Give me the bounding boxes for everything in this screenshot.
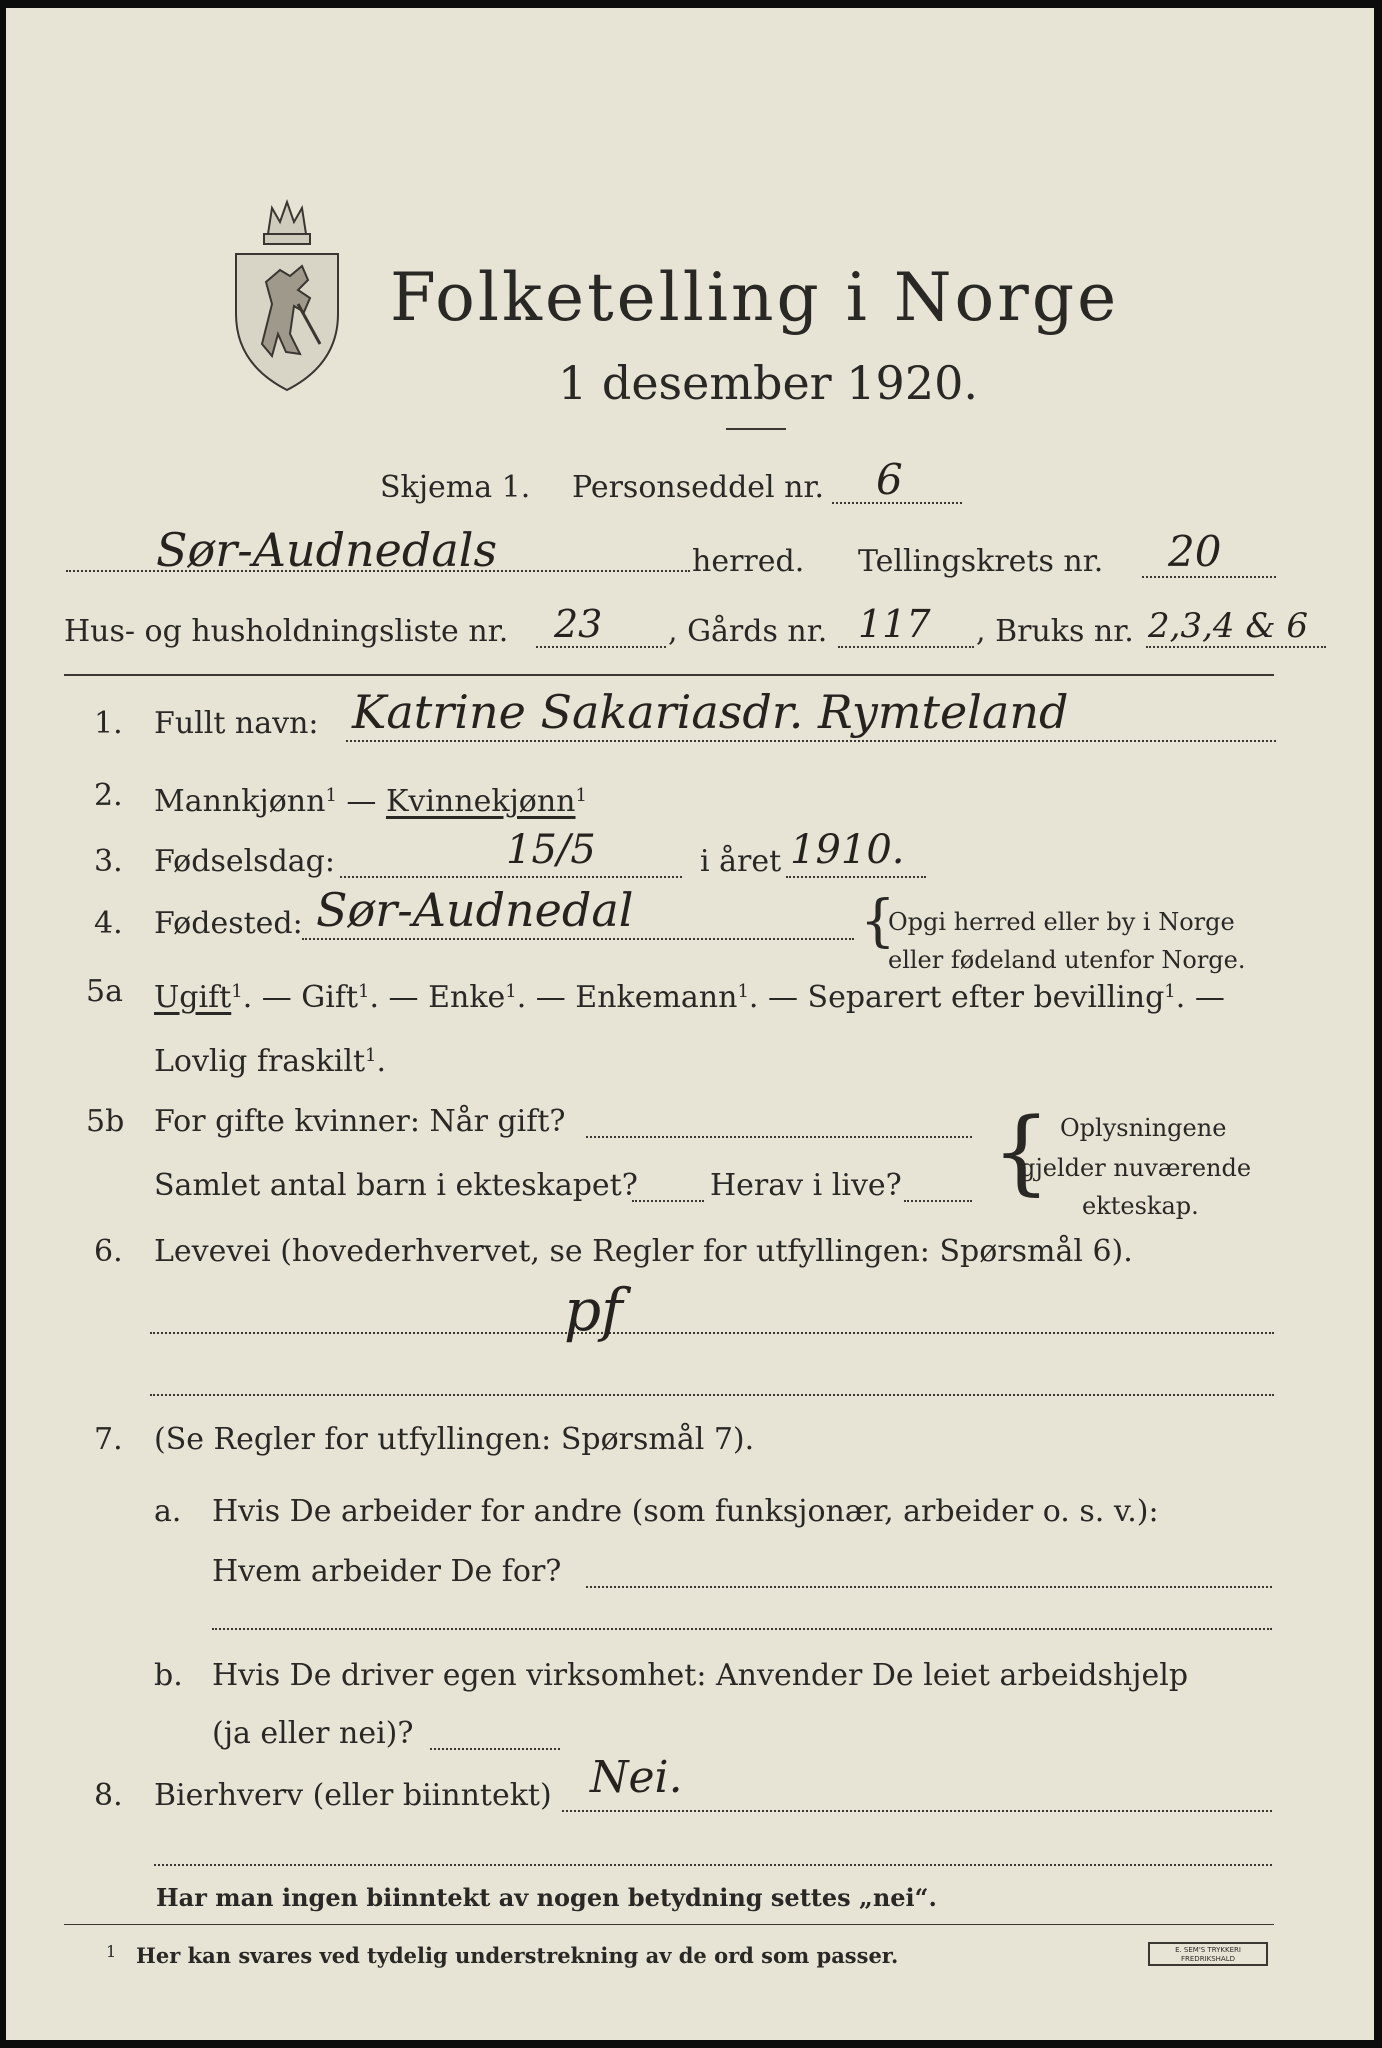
q3-label: Fødselsdag: [154, 844, 335, 879]
hus-value: 23 [554, 602, 603, 646]
q2-number: 2. [94, 778, 123, 813]
title-divider [726, 428, 786, 430]
year-field[interactable] [786, 876, 926, 878]
form-date: 1 desember 1920. [558, 356, 978, 410]
option-gift[interactable]: . — Gift [242, 980, 359, 1015]
employer-field-1[interactable] [586, 1586, 1272, 1588]
year-value: 1910. [790, 827, 905, 873]
q2-options: Mannkjønn$^1$ — Kvinnekjønn$^1$ [154, 784, 587, 819]
hired-help-field[interactable] [430, 1748, 560, 1750]
q4-number: 4. [94, 906, 123, 941]
q1-number: 1. [94, 706, 123, 741]
q5b-note-2: gjelder nuværende [1020, 1154, 1252, 1182]
option-enkemann[interactable]: . — Enkemann [516, 980, 738, 1015]
personseddel-label: Personseddel nr. [572, 470, 825, 505]
q7b-line-2: (ja eller nei)? [212, 1716, 414, 1751]
q7-label: (Se Regler for utfyllingen: Spørsmål 7). [154, 1422, 755, 1457]
hus-label: Hus- og husholdningsliste nr. [64, 614, 509, 649]
birthday-field[interactable] [340, 876, 682, 878]
side-income-field-1[interactable] [562, 1810, 1272, 1812]
bruks-label: , Bruks nr. [976, 614, 1134, 649]
option-separert[interactable]: . — Separert efter bevilling [748, 980, 1165, 1015]
q5b-note-1: Oplysningene [1060, 1114, 1227, 1142]
herred-label: herred. [692, 544, 805, 579]
option-enke[interactable]: . — Enke [369, 980, 506, 1015]
nei-note: Har man ingen biinntekt av nogen betydning settes „nei“. [156, 1883, 937, 1912]
q7-number: 7. [94, 1422, 123, 1457]
q3-number: 3. [94, 844, 123, 879]
q4-note-1: Opgi herred eller by i Norge [888, 908, 1235, 936]
option-ugift[interactable]: Ugift [154, 980, 232, 1015]
q6-label: Levevei (hovederhvervet, se Regler for utfyllingen: Spørsmål 6). [154, 1234, 1133, 1269]
q6-number: 6. [94, 1234, 123, 1269]
tellingskrets-value: 20 [1168, 527, 1222, 576]
bruks-value: 2,3,4 & 6 [1148, 606, 1309, 646]
norway-coat-of-arms-icon [228, 194, 346, 394]
married-when-field[interactable] [586, 1136, 972, 1138]
q8-number: 8. [94, 1778, 123, 1813]
full-name-value: Katrine Sakariasdr. Rymteland [352, 685, 1069, 739]
occupation-field-1[interactable] [150, 1332, 1274, 1334]
footnote-divider [64, 1924, 1274, 1925]
q8-label: Bierhverv (eller biinntekt) [154, 1778, 552, 1813]
q7b-letter: b. [154, 1658, 183, 1693]
birthday-value: 15/5 [506, 827, 596, 873]
children-alive-field[interactable] [904, 1200, 972, 1202]
children-total-field[interactable] [632, 1200, 704, 1202]
q4-label: Fødested: [154, 906, 303, 941]
option-male[interactable]: Mannkjønn [154, 784, 326, 819]
q5b-label-1: For gifte kvinner: Når gift? [154, 1104, 566, 1139]
footnote-mark: 1 [106, 1942, 117, 1961]
q5b-number: 5b [86, 1104, 125, 1139]
skjema-label: Skjema 1. [380, 470, 531, 505]
option-female[interactable]: Kvinnekjønn [385, 784, 576, 819]
q4-brace: { [860, 889, 896, 954]
q7b-line-1: Hvis De driver egen virksomhet: Anvender De leiet arbeidshjelp [212, 1658, 1189, 1693]
q1-label: Fullt navn: [154, 706, 319, 741]
form-title: Folketelling i Norge [390, 259, 1120, 336]
full-name-field[interactable] [346, 740, 1276, 742]
printer-stamp: E. SEM'S TRYKKERI FREDRIKSHALD [1148, 1942, 1268, 1966]
census-form-sheet [6, 8, 1374, 2040]
q5a-options: Ugift$^1$. — Gift$^1$. — Enke$^1$. — Enkemann$^1$. — Separert efter bevilling$^1$. — [154, 980, 1225, 1015]
q7a-line-2: Hvem arbeider De for? [212, 1554, 562, 1589]
herred-value: Sør-Audnedals [156, 523, 498, 577]
q4-note-2: eller fødeland utenfor Norge. [888, 946, 1246, 974]
q7a-line-1: Hvis De arbeider for andre (som funksjonær, arbeider o. s. v.): [212, 1494, 1159, 1529]
tellingskrets-label: Tellingskrets nr. [858, 544, 1104, 579]
occupation-value: pf [564, 1276, 623, 1344]
birthplace-value: Sør-Audnedal [316, 883, 634, 937]
year-label: i året [700, 844, 782, 879]
q5b-label-2: Samlet antal barn i ekteskapet? [154, 1168, 638, 1203]
section-divider [64, 674, 1274, 676]
employer-field-2[interactable] [212, 1628, 1272, 1630]
gards-value: 117 [858, 602, 931, 646]
q5a-line2: Lovlig fraskilt$^1$. [154, 1044, 387, 1079]
q7a-letter: a. [154, 1494, 182, 1529]
occupation-field-2[interactable] [150, 1394, 1274, 1396]
q5b-label-3: Herav i live? [710, 1168, 902, 1203]
option-lovlig-fraskilt[interactable]: Lovlig fraskilt [154, 1044, 366, 1079]
side-income-value: Nei. [590, 1752, 683, 1803]
personseddel-value: 6 [876, 455, 903, 504]
footnote: Her kan svares ved tydelig understrekning av de ord som passer. [136, 1943, 899, 1968]
q5b-note-3: ekteskap. [1082, 1192, 1199, 1220]
gards-label: , Gårds nr. [668, 614, 828, 649]
tellingskrets-field[interactable] [1142, 576, 1276, 578]
birthplace-field[interactable] [302, 938, 854, 940]
side-income-field-2[interactable] [154, 1864, 1272, 1866]
q5b-brace: { [992, 1098, 1051, 1205]
q5a-number: 5a [86, 974, 123, 1009]
